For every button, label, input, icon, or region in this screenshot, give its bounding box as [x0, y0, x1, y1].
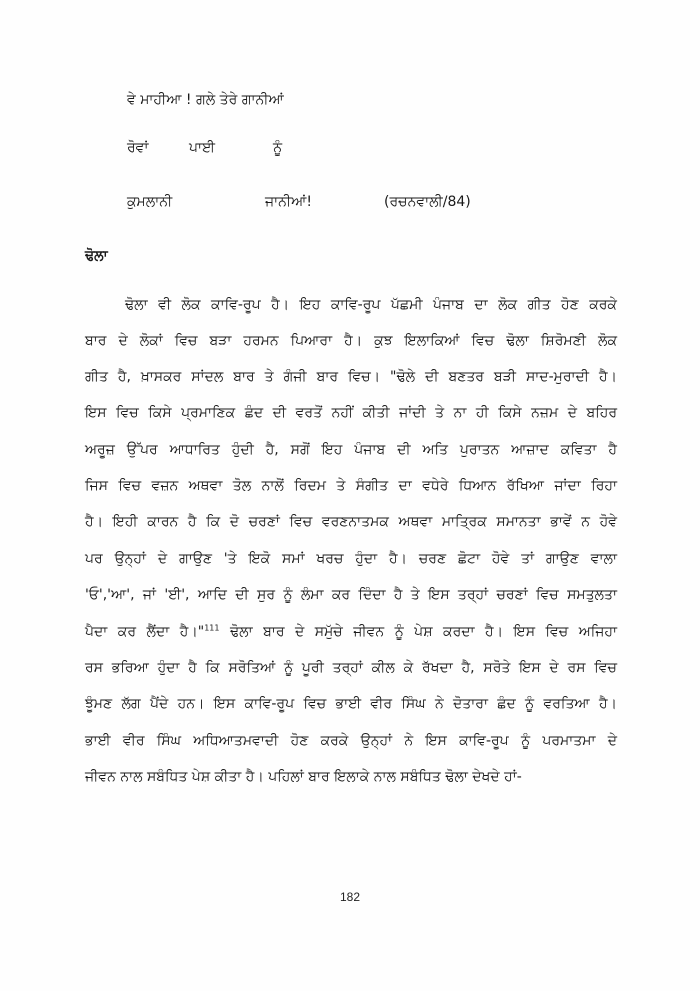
- verse-word: ਨੂੰ: [273, 140, 283, 156]
- paragraph-line: ਗੀਤ ਹੈ, ਖ਼ਾਸਕਰ ਸਾਂਦਲ ਬਾਰ ਤੇ ਗੰਜੀ ਬਾਰ ਵਿਚ। "ਢੋਲੇ ਦੀ ਬਣਤਰ ਬੜੀ ਸਾਦ-ਮੁਰਾਦੀ ਹੈ।: [85, 369, 617, 385]
- paragraph-line: 'ਓ','ਆ', ਜਾਂ 'ਈ', ਆਦਿ ਦੀ ਸੁਰ ਨੂੰ ਲੰਮਾ ਕਰ ਦਿੰਦਾ ਹੈ ਤੇ ਇਸ ਤਰ੍ਹਾਂ ਚਰਣਾਂ ਵਿਚ ਸਮਤੁਲਤਾ: [85, 587, 617, 603]
- paragraph-line: ਹੈ। ਇਹੀ ਕਾਰਨ ਹੈ ਕਿ ਦੋ ਚਰਣਾਂ ਵਿਚ ਵਰਣਨਾਤਮਕ ਅਥਵਾ ਮਾਤ੍ਰਿਕ ਸਮਾਨਤਾ ਭਾਵੇਂ ਨ ਹੋਵੇ: [85, 514, 617, 530]
- paragraph-line-with-footnote: [85, 622, 617, 642]
- paragraph-line: ਅਰੂਜ਼ ਉੱਪਰ ਆਧਾਰਿਤ ਹੁੰਦੀ ਹੈ, ਸਗੋਂ ਇਹ ਪੰਜਾਬ ਦੀ ਅਤਿ ਪੁਰਾਤਨ ਆਜ਼ਾਦ ਕਵਿਤਾ ਹੈ: [85, 442, 617, 458]
- text-segment: ਢੋਲਾ ਬਾਰ ਦੇ ਸਮੁੱਚੇ ਜੀਵਨ ਨੂੰ ਪੇਸ਼ ਕਰਦਾ ਹੈ। ਇਸ ਵਿਚ ਅਜਿਹਾ: [219, 624, 618, 640]
- verse-text: ਵੇ ਮਾਹੀਆ ! ਗਲੇ ਤੇਰੇ ਗਾਨੀਆਂ: [127, 92, 284, 108]
- paragraph-line: ਭਾਈ ਵੀਰ ਸਿੰਘ ਅਧਿਆਤਮਵਾਦੀ ਹੋਣ ਕਰਕੇ ਉਨ੍ਹਾਂ ਨੇ ਇਸ ਕਾਵਿ-ਰੂਪ ਨੂੰ ਪਰਮਾਤਮਾ ਦੇ: [85, 733, 617, 749]
- paragraph-line: ਪਰ ਉਨ੍ਹਾਂ ਦੇ ਗਾਉਣ 'ਤੇ ਇਕੋ ਸਮਾਂ ਖਰਚ ਹੁੰਦਾ ਹੈ। ਚਰਣ ਛੋਟਾ ਹੋਵੇ ਤਾਂ ਗਾਉਣ ਵਾਲਾ: [85, 551, 617, 567]
- section-heading: ਢੋਲਾ: [85, 248, 108, 264]
- paragraph-line: ਜਿਸ ਵਿਚ ਵਜ਼ਨ ਅਥਵਾ ਤੋਲ ਨਾਲੋਂ ਰਿਦਮ ਤੇ ਸੰਗੀਤ ਦਾ ਵਧੇਰੇ ਧਿਆਨ ਰੱਖਿਆ ਜਾਂਦਾ ਰਿਹਾ: [85, 478, 617, 494]
- paragraph-line: ਬਾਰ ਦੇ ਲੋਕਾਂ ਵਿਚ ਬੜਾ ਹਰਮਨ ਪਿਆਰਾ ਹੈ। ਕੁਝ ਇਲਾਕਿਆਂ ਵਿਚ ਢੋਲਾ ਸ਼ਿਰੋਮਣੀ ਲੋਕ: [85, 333, 617, 349]
- verse-word: ਪਾਈ: [189, 140, 216, 156]
- verse-citation: (ਰਚਨਵਾਲੀ/84): [384, 194, 471, 210]
- verse-word: ਕੁਮਲਾਨੀ: [127, 194, 173, 210]
- paragraph-line: ਇਸ ਵਿਚ ਕਿਸੇ ਪ੍ਰਮਾਣਿਕ ਛੰਦ ਦੀ ਵਰਤੋਂ ਨਹੀਂ ਕੀਤੀ ਜਾਂਦੀ ਤੇ ਨਾ ਹੀ ਕਿਸੇ ਨਜ਼ਮ ਦੇ ਬਹਿਰ: [85, 405, 617, 421]
- paragraph-line: ਰਸ ਭਰਿਆ ਹੁੰਦਾ ਹੈ ਕਿ ਸਰੋਤਿਆਂ ਨੂੰ ਪੂਰੀ ਤਰ੍ਹਾਂ ਕੀਲ ਕੇ ਰੱਖਦਾ ਹੈ, ਸਰੋਤੇ ਇਸ ਦੇ ਰਸ ਵਿਚ: [85, 660, 617, 676]
- paragraph-line: ਢੋਲਾ ਵੀ ਲੋਕ ਕਾਵਿ-ਰੂਪ ਹੈ। ਇਹ ਕਾਵਿ-ਰੂਪ ਪੱਛਮੀ ਪੰਜਾਬ ਦਾ ਲੋਕ ਗੀਤ ਹੋਣ ਕਰਕੇ: [125, 297, 617, 313]
- paragraph-line: ਝੂੰਮਣ ਲੱਗ ਪੈਂਦੇ ਹਨ। ਇਸ ਕਾਵਿ-ਰੂਪ ਵਿਚ ਭਾਈ ਵੀਰ ਸਿੰਘ ਨੇ ਦੋਤਾਰਾ ਛੰਦ ਨੂੰ ਵਰਤਿਆ ਹੈ।: [85, 696, 617, 712]
- page-number: 182: [339, 890, 361, 904]
- verse-word: ਰੋਵਾਂ: [127, 140, 149, 156]
- text-segment: ਪੈਦਾ ਕਰ ਲੈਂਦਾ ਹੈ।": [85, 624, 205, 640]
- verse-word: ਜਾਨੀਆਂ!: [265, 194, 312, 210]
- paragraph-line: ਜੀਵਨ ਨਾਲ ਸਬੰਧਿਤ ਪੇਸ਼ ਕੀਤਾ ਹੈ। ਪਹਿਲਾਂ ਬਾਰ ਇਲਾਕੇ ਨਾਲ ਸਬੰਧਿਤ ਢੋਲਾ ਦੇਖਦੇ ਹਾਂ-: [85, 769, 522, 785]
- footnote-marker[interactable]: 111: [204, 623, 220, 633]
